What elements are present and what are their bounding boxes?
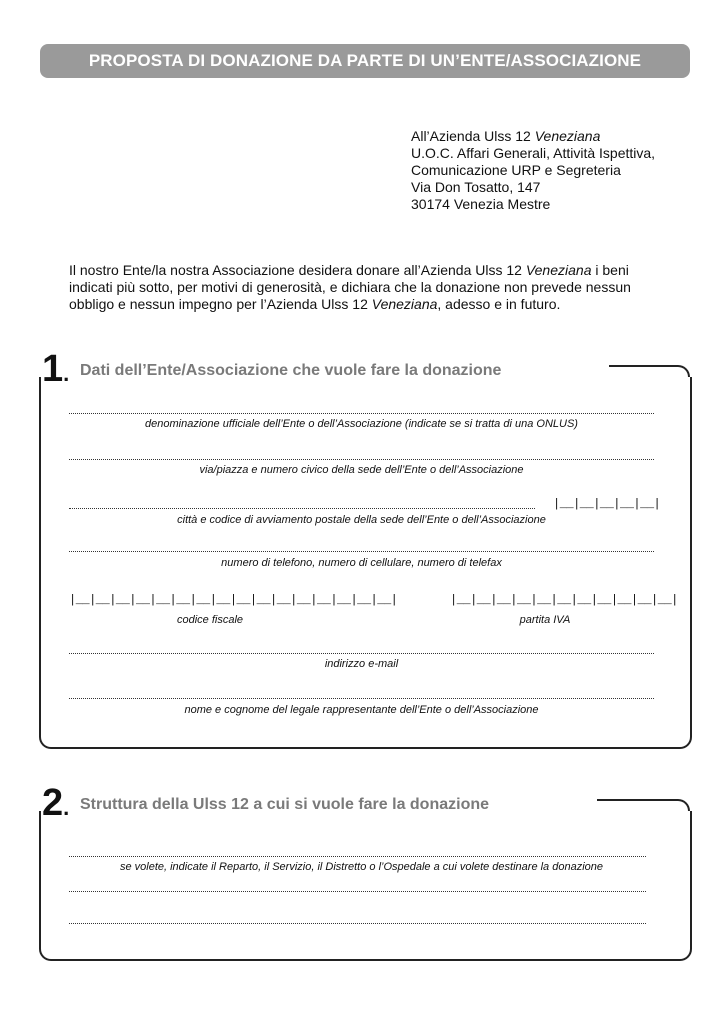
section-1-title: Dati dell’Ente/Associazione che vuole fare la donazione (80, 362, 502, 379)
cap-boxes-field[interactable]: |__|__|__|__|__| (553, 497, 661, 511)
denominazione-field[interactable] (69, 413, 654, 414)
partita-iva-caption: partita IVA (519, 614, 571, 626)
denominazione-caption: denominazione ufficiale dell’Ente o dell’Associazione (indicate se si tratta di una ONLUS) (145, 418, 578, 430)
form-title-banner (40, 44, 690, 78)
email-caption: indirizzo e-mail (324, 658, 399, 670)
form-title: PROPOSTA DI DONAZIONE DA PARTE DI UN’ENTE/ASSOCIAZIONE (88, 51, 642, 70)
reparto-extra-line-2[interactable] (69, 923, 646, 924)
citta-field[interactable] (69, 508, 535, 509)
legale-rappresentante-field[interactable] (69, 698, 654, 699)
address-line-1: All’Azienda Ulss 12 Veneziana (411, 128, 601, 144)
legale-rappresentante-caption: nome e cognome del legale rappresentante dell’Ente o dell’Associazione (184, 704, 539, 716)
section-2-title: Struttura della Ulss 12 a cui si vuole fare la donazione (80, 796, 490, 813)
partita-iva-boxes-field[interactable]: |__|__|__|__|__|__|__|__|__|__|__| (450, 593, 678, 607)
codice-fiscale-boxes-field[interactable]: |__|__|__|__|__|__|__|__|__|__|__|__|__|__|__|__| (69, 593, 398, 607)
citta-caption: città e codice di avviamento postale della sede dell’Ente o dell’Associazione (177, 514, 546, 526)
address-line-4: Via Don Tosatto, 147 (411, 179, 541, 195)
telefono-caption: numero di telefono, numero di cellulare, numero di telefax (221, 557, 502, 569)
telefono-field[interactable] (69, 551, 654, 552)
email-field[interactable] (69, 653, 654, 654)
address-line-2: U.O.C. Affari Generali, Attività Ispettiva, (411, 145, 656, 161)
reparto-field[interactable] (69, 856, 646, 857)
address-line-5: 30174 Venezia Mestre (411, 196, 551, 212)
intro-paragraph: Il nostro Ente/la nostra Associazione desidera donare all’Azienda Ulss 12 Veneziana i beni indicati più sotto, per motivi di generosità, e dichiara che la donazione non prevede nessun obbligo e nessun impegno per l’Azienda Ulss 12 Veneziana, adesso e in futuro. (69, 262, 631, 312)
recipient-address (411, 128, 655, 213)
reparto-extra-line-1[interactable] (69, 891, 646, 892)
codice-fiscale-caption: codice fiscale (176, 614, 244, 626)
section-2-number: 2. (42, 782, 70, 824)
via-caption: via/piazza e numero civico della sede dell’Ente o dell’Associazione (199, 464, 524, 476)
section-1-frame-top (609, 365, 690, 377)
section-2-frame (39, 811, 692, 961)
via-field[interactable] (69, 459, 654, 460)
reparto-caption: se volete, indicate il Reparto, il Servizio, il Distretto o l’Ospedale a cui volete destinare la donazione (119, 861, 604, 873)
section-1-number: 1. (42, 348, 70, 390)
section-2-frame-top (597, 799, 690, 811)
address-line-3: Comunicazione URP e Segreteria (411, 162, 621, 178)
